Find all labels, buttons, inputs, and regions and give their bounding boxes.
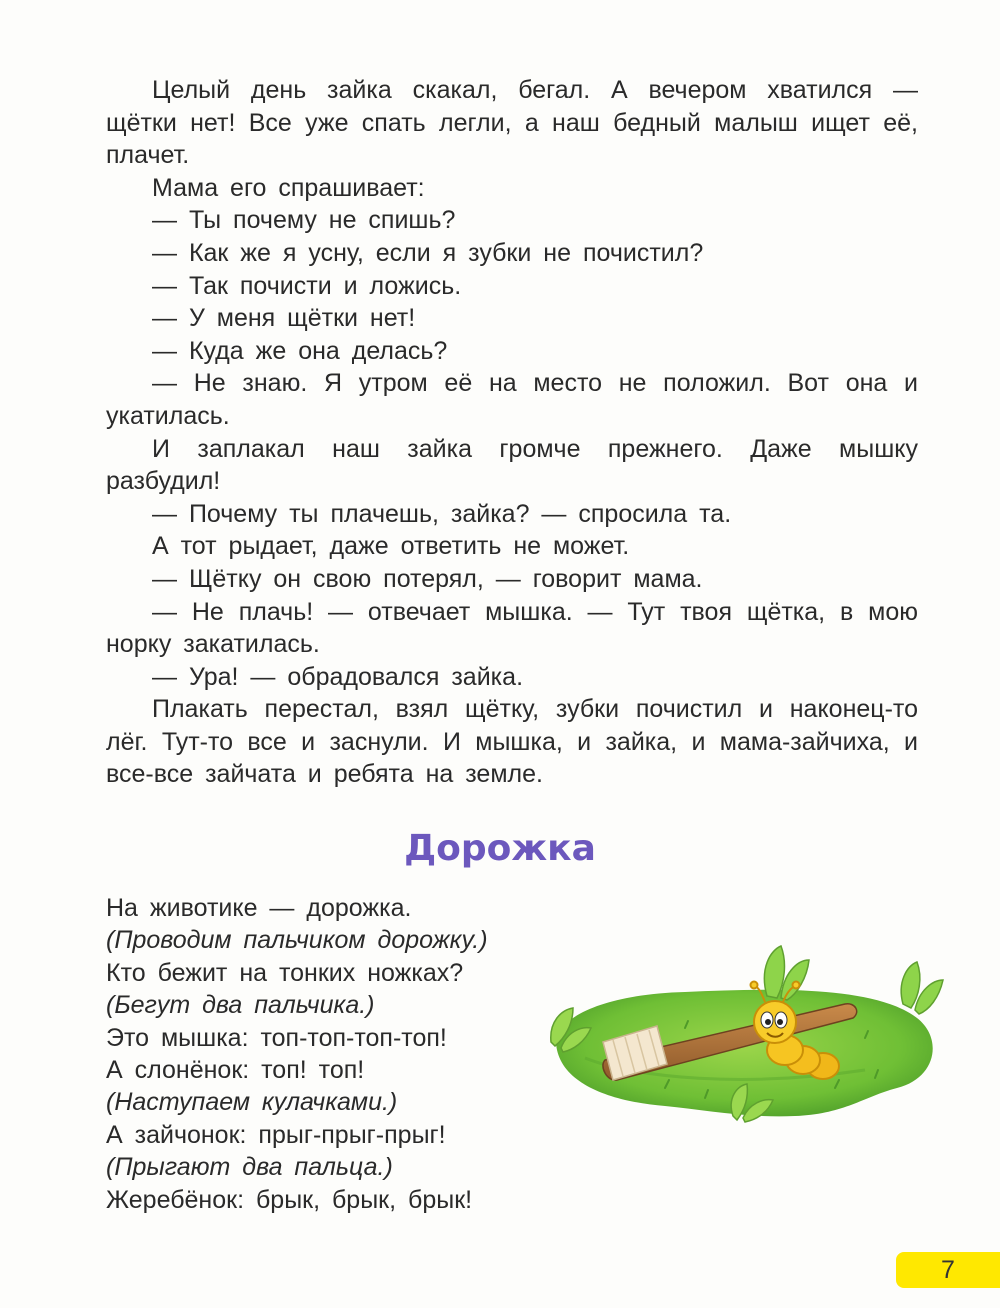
poem-text (106, 892, 566, 1216)
poem-instruction: (Проводим пальчиком дорожку.) (106, 926, 488, 955)
story-paragraph: А тот рыдает, даже ответить не может. (152, 532, 630, 561)
story-paragraph: — Ура! — обрадовался зайка. (152, 662, 524, 691)
story-paragraph: — Как же я усну, если я зубки не почистил? (152, 238, 704, 267)
story-paragraph: — Почему ты плачешь, зайка? — спросила та. (152, 499, 732, 528)
poem-title: Дорожка (404, 828, 596, 869)
page-number: 7 (896, 1252, 1000, 1288)
poem-line: А слонёнок: топ! топ! (106, 1056, 365, 1085)
poem-line: Кто бежит на тонких ножках? (106, 958, 464, 987)
poem-line: Жеребёнок: брык, брык, брык! (106, 1185, 473, 1214)
caterpillar-toothbrush-illustration (545, 938, 945, 1138)
poem-line: На животике — дорожка. (106, 894, 412, 922)
poem-instruction: (Прыгают два пальца.) (106, 1153, 393, 1182)
story-paragraph: — Так почисти и ложись. (152, 271, 462, 300)
story-paragraph: И заплакал наш зайка громче прежнего. Даже мышку разбудил! (106, 434, 918, 496)
poem-line: Это мышка: топ-топ-топ-топ! (106, 1023, 447, 1052)
story-paragraph: — У меня щётки нет! (152, 304, 416, 333)
poem-instruction: (Наступаем кулачками.) (106, 1088, 398, 1117)
poem-instruction: (Бегут два пальчика.) (106, 991, 375, 1020)
story-text (106, 74, 918, 791)
story-paragraph: Целый день зайка скакал, бегал. А вечером хватился — щётки нет! Все уже спать легли, а наш бедный малыш ищет её, плачет. (106, 76, 918, 170)
story-paragraph: — Не плачь! — отвечает мышка. — Тут твоя щётка, в мою норку закатилась. (106, 597, 918, 659)
story-paragraph: — Ты почему не спишь? (152, 206, 456, 235)
story-paragraph: — Куда же она делась? (152, 336, 448, 365)
story-paragraph: — Щётку он свою потерял, — говорит мама. (152, 564, 703, 593)
story-paragraph: Плакать перестал, взял щётку, зубки почистил и наконец-то лёг. Тут-то все и заснули. И мышка, и зайка, и мама-зайчиха, и все-все зайчата и ребята на земле. (106, 695, 918, 789)
story-paragraph: — Не знаю. Я утром её на место не положил. Вот она и укатилась. (106, 369, 918, 430)
story-paragraph: Мама его спрашивает: (152, 173, 425, 202)
poem-line: А зайчонок: прыг-прыг-прыг! (106, 1120, 446, 1149)
